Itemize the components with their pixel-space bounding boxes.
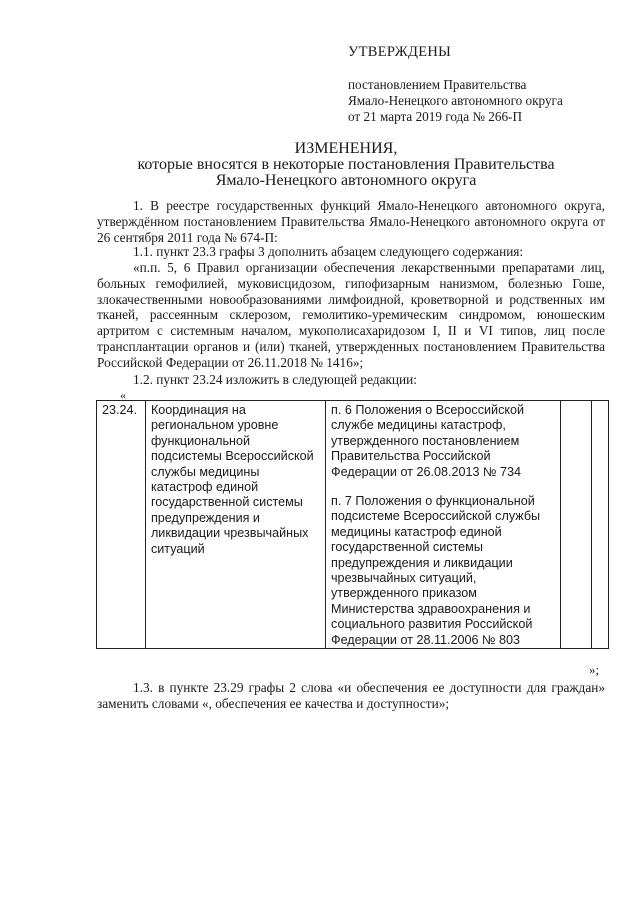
cell-empty-2 (592, 401, 609, 649)
document-subtitle-line-1: которые вносятся в некоторые постановления Правительства (137, 156, 555, 173)
paragraph-quote: «п.п. 5, 6 Правил организации обеспечения лекарственными препаратами лиц, больных гемофилией, муковисцидозом, гипофизарным нанизмом, болезнью Гоше, злокачественными новообразованиями лимфоидной, кроветворной и родственных им тканей, рассеянным склерозом, гемолитико-уремическим синдромом, юношеским артритом с системным началом, мукополисахаридозом I, II и VI типов, лиц после трансплантации органов и (или) тканей, утвержденных постановлением Правительства Российской Федерации от 26.11.2018 № 1416»; (97, 260, 605, 370)
paragraph-1-2: 1.2. пункт 23.24 изложить в следующей редакции: (133, 372, 417, 387)
cell-basis (326, 401, 561, 649)
registry-table (96, 400, 609, 649)
cell-empty-1 (561, 401, 592, 649)
cell-number: 23.24. (97, 401, 146, 649)
approval-title: УТВЕРЖДЕНЫ (348, 44, 452, 60)
paragraph-1: 1. В реестре государственных функций Ямало-Ненецкого автономного округа, утверждённом постановлением Правительства Ямало-Ненецкого автономного округа от 26 сентября 2011 года № 674-П: (97, 198, 605, 245)
approval-line-2: Ямало-Ненецкого автономного округа (348, 93, 563, 108)
paragraph-1-3: 1.3. в пункте 23.29 графы 2 слова «и обеспечения ее доступности для граждан» заменить словами «, обеспечения ее качества и доступности»; (97, 680, 605, 711)
approval-block (348, 44, 618, 125)
approval-line-1: постановлением Правительства (348, 77, 527, 92)
paragraph-1-1: 1.1. пункт 23.3 графы 3 дополнить абзацем следующего содержания: (133, 244, 524, 259)
approval-line-3: от 21 марта 2019 года № 266-П (348, 109, 522, 124)
cell-function: Координация на региональном уровне функциональной подсистемы Всероссийской службы медицины катастроф единой государственной системы предупреждения и ликвидации чрезвычайных ситуаций (145, 401, 325, 649)
table-close-quote: »; (589, 662, 600, 677)
document-title: ИЗМЕНЕНИЯ, (294, 140, 398, 157)
cell-basis-2: п. 7 Положения о функциональной подсистеме Всероссийской службы медицины катастроф единой государственной системы предупреждения и ликвидации чрезвычайных ситуаций, утвержденного приказом Министерства здравоохранения и социального развития Российской Федерации от 28.11.2006 № 803 (331, 494, 541, 647)
document-subtitle-line-2: Ямало-Ненецкого автономного округа (215, 172, 477, 189)
table-row (97, 401, 609, 649)
table-open-quote: « (120, 388, 126, 402)
cell-basis-1: п. 6 Положения о Всероссийской службе медицины катастроф, утвержденного постановлением Правительства Российской Федерации от 26.08.2013 № 734 (331, 403, 525, 479)
